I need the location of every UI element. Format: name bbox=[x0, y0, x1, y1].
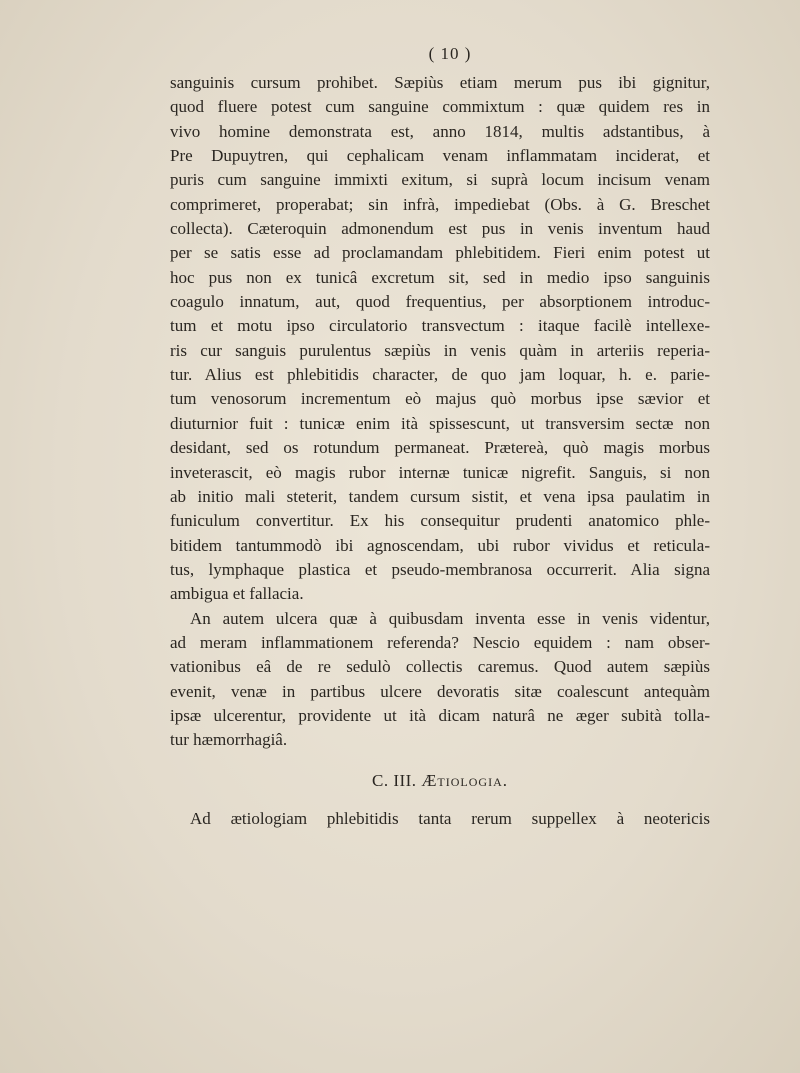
section-number: C. III. bbox=[371, 771, 417, 790]
section-title: Ætiologia. bbox=[421, 771, 508, 790]
text-line: per se satis esse ad proclamandam phlebitidem. Fieri enim potest ut bbox=[170, 243, 710, 263]
text-line: Pre Dupuytren, qui cephalicam venam inflammatam inciderat, et bbox=[170, 146, 710, 166]
page-number: ( 10 ) bbox=[428, 44, 472, 63]
text-line: ris cur sanguis purulentus sæpiùs in venis quàm in arteriis reperia- bbox=[170, 340, 710, 360]
text-line: inveterascit, eò magis rubor internæ tunicæ nigrefit. Sanguis, si non bbox=[170, 462, 710, 482]
text-line: puris cum sanguine immixti exitum, si suprà locum incisum venam bbox=[170, 170, 710, 190]
text-line: ab initio mali steterit, tandem cursum sistit, et vena ipsa paulatim in bbox=[170, 486, 710, 506]
text-line: ambigua et fallacia. bbox=[170, 584, 304, 604]
text-line: desidant, sed os rotundum permaneat. Prætereà, quò magis morbus bbox=[170, 438, 710, 458]
text-line: sanguinis cursum prohibet. Sæpiùs etiam merum pus ibi gignitur, bbox=[170, 73, 710, 92]
body-text bbox=[170, 71, 710, 753]
text-line: diuturnior fuit : tunicæ enim ità spissescunt, ut transversim sectæ non bbox=[170, 413, 710, 433]
text-line: vationibus eâ de re sedulò collectis caremus. Quod autem sæpiùs bbox=[170, 657, 710, 677]
text-line: ad meram inflammationem referenda? Nescio equidem : nam obser- bbox=[170, 632, 710, 652]
text-line: evenit, venæ in partibus ulcere devoratis sitæ coalescunt antequàm bbox=[170, 681, 710, 701]
text-line: coagulo innatum, aut, quod frequentius, per absorptionem introduc- bbox=[170, 292, 710, 312]
text-line: vivo homine demonstrata est, anno 1814, multis adstantibus, à bbox=[170, 121, 710, 141]
text-line: An autem ulcera quæ à quibusdam inventa esse in venis videntur, bbox=[190, 608, 710, 628]
text-line: funiculum convertitur. Ex his consequitur prudenti anatomico phle- bbox=[170, 511, 710, 531]
text-line: collecta). Cæteroquin admonendum est pus in venis inventum haud bbox=[170, 219, 710, 239]
text-line: quod fluere potest cum sanguine commixtum : quæ quidem res in bbox=[170, 97, 710, 117]
text-line: tum venosorum incrementum eò majus quò morbus ipse sævior et bbox=[170, 389, 710, 409]
text-line: tur. Alius est phlebitidis character, de quo jam loquar, h. e. parie- bbox=[170, 365, 710, 385]
text-line: Ad ætiologiam phlebitidis tanta rerum suppellex à neotericis bbox=[190, 809, 710, 828]
text-line: tus, lymphaque plastica et pseudo-membranosa occurrerit. Alia signa bbox=[170, 559, 710, 579]
text-line: ipsæ ulcerentur, providente ut ità dicam naturâ ne æger subità tolla- bbox=[170, 705, 710, 725]
text-line: tum et motu ipso circulatorio transvectum : itaque facilè intellexe- bbox=[170, 316, 710, 336]
text-line: hoc pus non ex tunicâ excretum sit, sed in medio ipso sanguinis bbox=[170, 267, 710, 287]
text-line: tur hæmorrhagiâ. bbox=[170, 730, 288, 750]
section-heading bbox=[0, 771, 800, 791]
text-line: bitidem tantummodò ibi agnoscendam, ubi rubor vividus et reticula- bbox=[170, 535, 710, 555]
text-line: comprimeret, properabat; sin infrà, impediebat (Obs. à G. Breschet bbox=[170, 194, 710, 214]
